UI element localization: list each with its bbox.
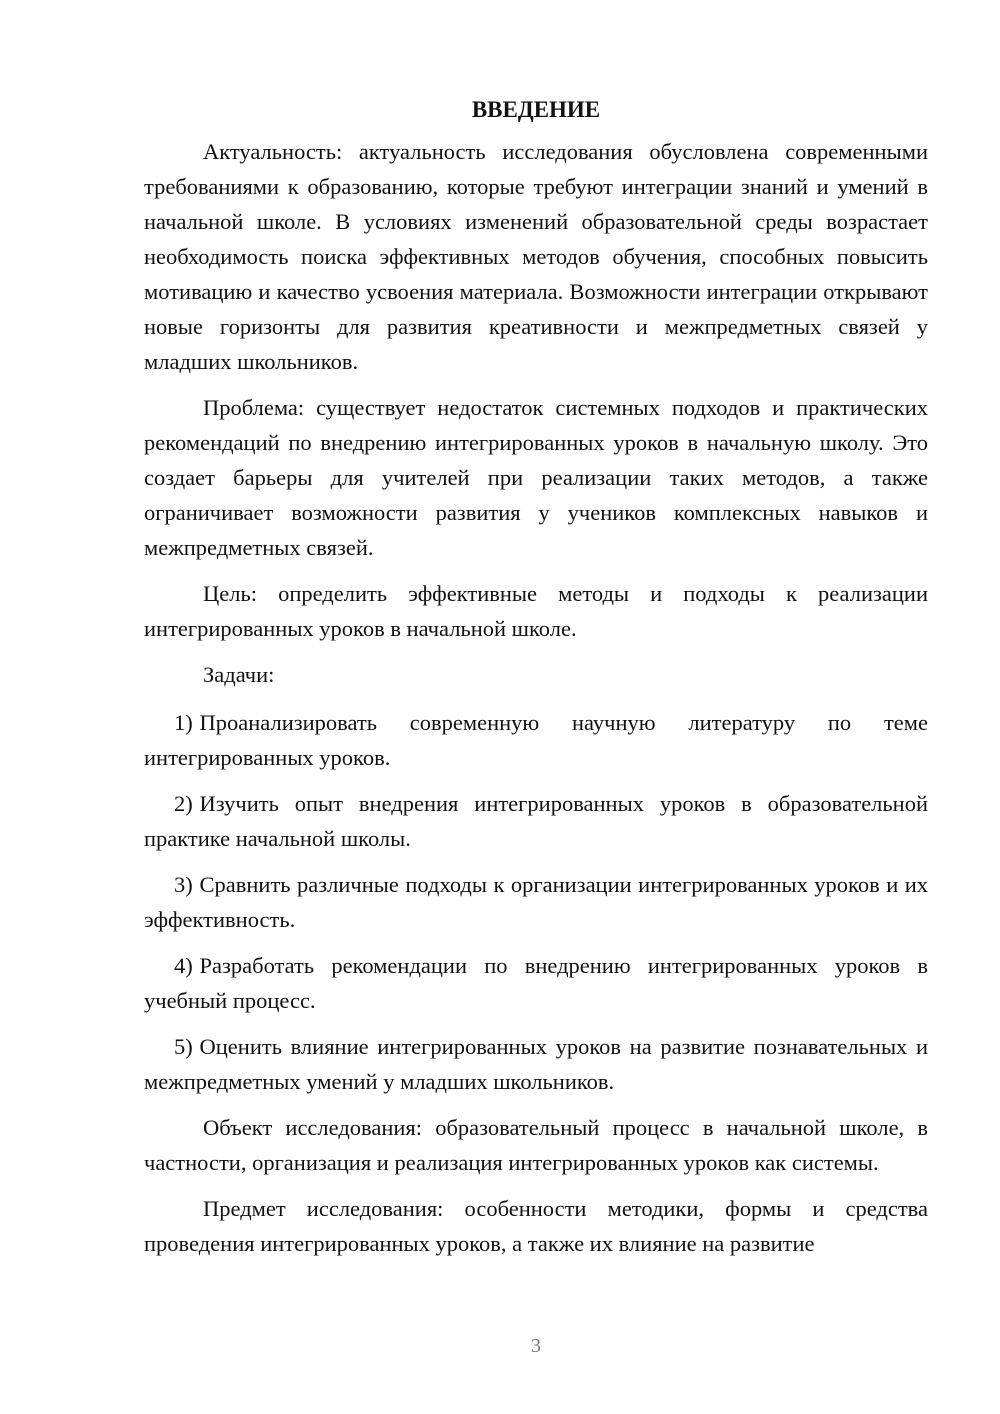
- paragraph-problem: Проблема: существует недостаток системных подходов и практических рекомендаций по внедрению интегрированных уроков в начальную школу. Это создает барьеры для учителей при реализации таких методов, а также ограничивает возможности развития у учеников комплексных навыков и межпредметных связей.: [144, 395, 928, 560]
- section-title: ВВЕДЕНИЕ: [471, 97, 601, 122]
- task-item: [144, 705, 928, 775]
- task-text: Изучить опыт внедрения интегрированных уроков в образовательной практике начальной школы.: [144, 791, 928, 851]
- task-item: [144, 786, 928, 856]
- task-text: Проанализировать современную научную литературу по теме интегрированных уроков.: [144, 710, 928, 770]
- paragraph-subject: Предмет исследования: особенности методики, формы и средства проведения интегрированных уроков, а также их влияние на развитие: [144, 1196, 928, 1256]
- task-item: [144, 948, 928, 1018]
- paragraph-relevance: Актуальность: актуальность исследования обусловлена современными требованиями к образованию, которые требуют интеграции знаний и умений в начальной школе. В условиях изменений образовательной среды возрастает необходимость поиска эффективных методов обучения, способных повысить мотивацию и качество усвоения материала. Возможности интеграции открывают новые горизонты для развития креативности и межпредметных связей у младших школьников.: [144, 139, 928, 374]
- task-item: [144, 867, 928, 937]
- task-text: Разработать рекомендации по внедрению интегрированных уроков в учебный процесс.: [144, 953, 928, 1013]
- task-number: 5): [174, 1034, 193, 1059]
- paragraph-goal: Цель: определить эффективные методы и подходы к реализации интегрированных уроков в начальной школе.: [144, 581, 928, 641]
- tasks-list: [144, 705, 928, 1099]
- task-number: 3): [174, 872, 193, 897]
- task-item: [144, 1029, 928, 1099]
- task-number: 1): [174, 710, 193, 735]
- task-text: Сравнить различные подходы к организации интегрированных уроков и их эффективность.: [144, 872, 928, 932]
- page-number: 3: [531, 1335, 541, 1357]
- task-text: Оценить влияние интегрированных уроков на развитие познавательных и межпредметных умений у младших школьников.: [144, 1034, 928, 1094]
- page-content: [144, 92, 928, 1272]
- task-number: 4): [174, 953, 193, 978]
- paragraph-object: Объект исследования: образовательный процесс в начальной школе, в частности, организация и реализация интегрированных уроков как системы.: [144, 1115, 928, 1175]
- task-number: 2): [174, 791, 193, 816]
- tasks-heading: Задачи:: [203, 662, 275, 687]
